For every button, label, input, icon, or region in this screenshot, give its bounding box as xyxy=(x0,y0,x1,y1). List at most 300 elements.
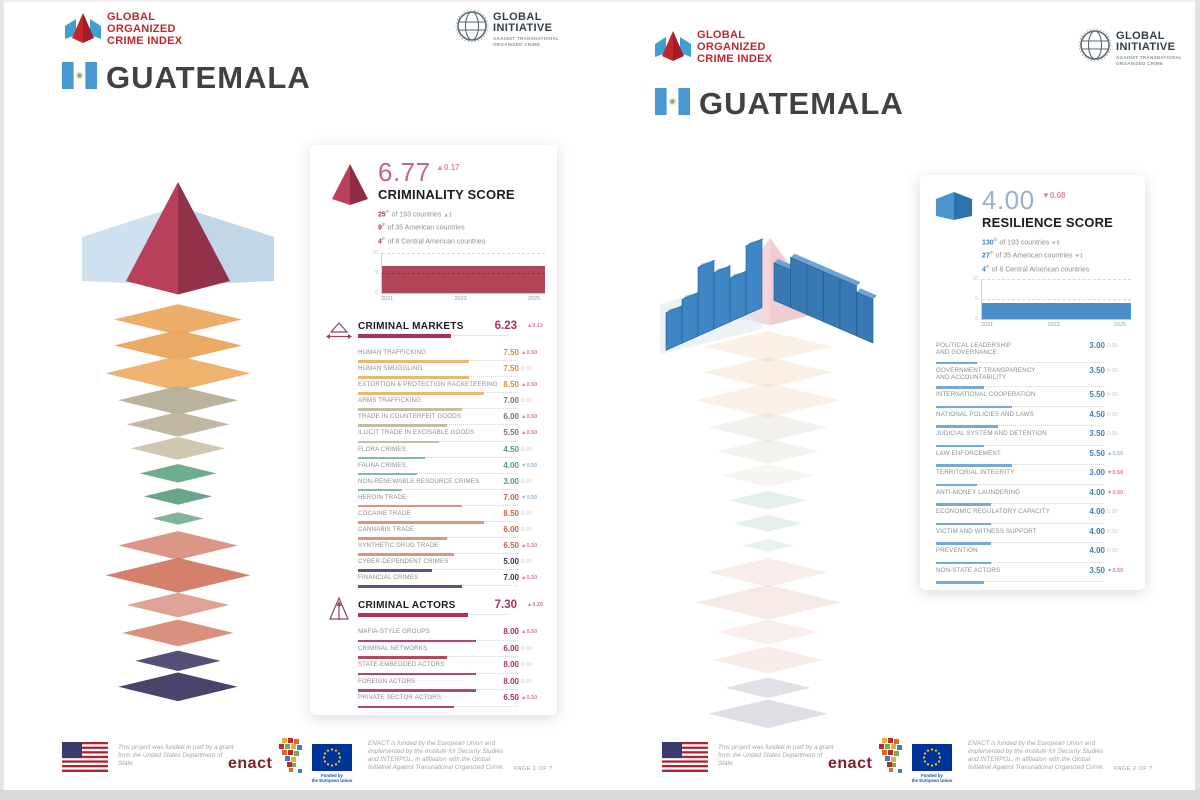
row-label: FINANCIAL CRIMES xyxy=(358,574,419,582)
row-bar xyxy=(936,503,991,506)
rank-line: 130th of 193 countries ▼5 xyxy=(982,237,1060,247)
goci-logo-text xyxy=(107,11,182,47)
faded-market-layer xyxy=(717,620,819,645)
market-layer xyxy=(119,531,238,560)
criminality-row xyxy=(358,348,543,364)
resilience-indicator-list xyxy=(936,341,1129,585)
row-bar xyxy=(936,523,991,526)
criminal-markets-change: ▲0.13 xyxy=(526,323,543,329)
rank-number: 25 xyxy=(378,211,386,219)
rank-change: ▼5 xyxy=(1051,240,1060,247)
rank-suffix: th xyxy=(381,235,386,241)
criminality-score-change: ▲0.17 xyxy=(436,163,460,172)
row-bar xyxy=(936,425,998,428)
chart-area xyxy=(982,303,1131,319)
faded-market-layer xyxy=(709,558,828,587)
resilience-score: 4.00 xyxy=(982,185,1035,215)
row-bar xyxy=(358,505,462,508)
us-flag xyxy=(662,742,708,772)
chart-plot xyxy=(981,279,1131,320)
rank-line: 9th of 35 American countries xyxy=(378,222,465,232)
row-value: 8.00 xyxy=(503,660,519,670)
rank-number: 4 xyxy=(982,265,986,273)
criminality-row xyxy=(358,660,543,677)
row-bar xyxy=(358,521,484,524)
row-change: ▲0.50 xyxy=(1107,450,1124,457)
row-bar xyxy=(358,473,417,476)
eu-flag xyxy=(312,744,352,771)
resilience-row xyxy=(936,366,1129,391)
row-value: 6.50 xyxy=(503,541,519,551)
criminal-actors-value: 7.30 xyxy=(494,599,517,611)
row-value: 8.50 xyxy=(503,508,519,518)
criminality-row xyxy=(358,428,543,444)
row-change: ▲0.50 xyxy=(521,695,538,702)
row-bar xyxy=(936,562,991,565)
row-label: GOVERNMENT TRANSPARENCY AND ACCOUNTABILITY xyxy=(936,366,1036,381)
resilience-bar xyxy=(791,257,808,314)
market-layer xyxy=(106,356,251,391)
row-change: ▲0.50 xyxy=(521,629,538,635)
row-change: 0.00 xyxy=(521,366,532,373)
row-label: ILLICIT TRADE IN EXCISABLE GOODS xyxy=(358,429,475,437)
market-layer xyxy=(131,437,225,459)
row-label: CYBER-DEPENDENT CRIMES xyxy=(358,558,449,566)
row-value: 3.50 xyxy=(1089,365,1105,375)
faded-market-layer xyxy=(709,413,828,442)
chart-gridline xyxy=(982,299,1131,300)
criminality-row xyxy=(358,493,543,509)
resilience-bar xyxy=(666,306,682,351)
country-title: GUATEMALA xyxy=(106,60,311,95)
row-change: ▲0.50 xyxy=(521,382,538,389)
criminal-markets-header xyxy=(324,321,543,347)
row-value: 8.00 xyxy=(503,676,519,686)
row-bar xyxy=(358,457,425,460)
us-funding-text: This project was funded in part by a grant from the United States Department of State xyxy=(118,744,234,767)
market-layer xyxy=(127,593,229,618)
row-change: 0.00 xyxy=(521,559,532,566)
row-label: VICTIM AND WITNESS SUPPORT xyxy=(936,527,1037,535)
row-bar xyxy=(358,569,432,572)
market-layer xyxy=(153,512,204,524)
row-change: ▲0.50 xyxy=(521,430,538,437)
faded-market-layer xyxy=(743,539,794,551)
row-value: 7.00 xyxy=(503,396,519,406)
chart-ytick: 0 xyxy=(975,316,978,322)
resilience-flag-icon xyxy=(934,189,974,223)
chart-ytick: 5 xyxy=(975,296,978,302)
row-change: ▲0.50 xyxy=(521,350,538,356)
row-label: HEROIN TRADE xyxy=(358,493,407,501)
resilience-bar xyxy=(807,265,824,322)
enact-funding-text: ENACT is funded by the European Union and implemented by the Institute for Security Studies and INTERPOL, in affiliation with the Global Initiative Against Transnational Organized Crime. xyxy=(368,740,505,771)
resilience-score-change: ▼0.08 xyxy=(1042,191,1066,200)
row-change: 0.00 xyxy=(521,662,532,669)
chart-xtick: 2025 xyxy=(528,296,541,302)
row-value: 4.00 xyxy=(1089,526,1105,536)
resilience-panel xyxy=(920,175,1145,590)
row-bar xyxy=(358,376,469,379)
row-value: 8.50 xyxy=(503,380,519,390)
criminality-title: CRIMINALITY SCORE xyxy=(378,187,515,202)
eu-funded-label xyxy=(906,773,958,783)
gi-logo-text xyxy=(1116,31,1182,66)
row-label: INTERNATIONAL COOPERATION xyxy=(936,391,1036,398)
row-value: 3.00 xyxy=(1089,468,1105,477)
faded-market-layer xyxy=(717,439,819,464)
criminality-row xyxy=(358,573,543,589)
row-change: ▼0.50 xyxy=(1107,470,1124,476)
goci-logo-icon xyxy=(64,10,102,50)
gi-logo-globe-icon xyxy=(455,9,489,43)
row-value: 3.50 xyxy=(1089,565,1105,575)
gi-sub1: AGAINST TRANSNATIONAL xyxy=(1116,55,1183,60)
market-layer xyxy=(127,412,229,437)
resilience-row xyxy=(936,341,1129,366)
criminality-row xyxy=(358,364,543,380)
market-layer xyxy=(106,558,251,593)
resilience-title: RESILIENCE SCORE xyxy=(982,215,1114,230)
row-label: EXTORTION & PROTECTION RACKETEERING xyxy=(358,381,498,389)
row-value: 4.00 xyxy=(1089,507,1105,516)
market-layer xyxy=(144,488,212,504)
eu-funded-line2: the European Union xyxy=(911,778,953,783)
market-layer xyxy=(136,651,221,671)
row-value: 6.00 xyxy=(503,412,519,422)
rank-number: 27 xyxy=(982,252,990,260)
row-bar xyxy=(358,689,476,692)
faded-market-layer xyxy=(726,678,811,698)
row-value: 6.00 xyxy=(503,643,519,653)
eu-funded-line1: Funded by xyxy=(921,773,943,778)
goci-line1: GLOBAL xyxy=(697,29,746,41)
criminal-markets-bar xyxy=(358,334,451,338)
row-bar xyxy=(936,445,984,448)
criminal-markets-value: 6.23 xyxy=(494,320,517,332)
rank-suffix: th xyxy=(385,209,390,214)
guatemala-flag xyxy=(655,88,690,115)
criminality-row xyxy=(358,644,543,661)
resilience-bar xyxy=(714,266,730,329)
criminality-pyramid-icon xyxy=(328,161,372,207)
row-bar xyxy=(358,489,402,492)
goci-line2: ORGANIZED xyxy=(107,23,176,35)
page-number: PAGE 2 OF 7 xyxy=(1114,766,1153,772)
chart-gridline xyxy=(382,273,545,274)
gi-line2: INITIATIVE xyxy=(493,22,553,34)
row-bar xyxy=(358,706,454,709)
row-change: 0.00 xyxy=(1107,509,1118,515)
eu-flag xyxy=(912,744,952,771)
goci-line3: CRIME INDEX xyxy=(107,35,183,47)
resilience-row xyxy=(936,527,1129,547)
resilience-bar xyxy=(746,239,762,315)
criminal-markets-title: CRIMINAL MARKETS xyxy=(358,321,464,332)
row-label: TRADE IN COUNTERFEIT GOODS xyxy=(358,413,462,421)
resilience-row xyxy=(936,449,1129,469)
rank-number: 9 xyxy=(378,224,382,232)
row-change: 0.00 xyxy=(1107,392,1118,398)
enact-logo-text: enact xyxy=(828,755,873,772)
rank-suffix: th xyxy=(985,263,990,269)
market-layer xyxy=(119,386,238,415)
row-value: 8.00 xyxy=(503,627,519,636)
page-number: PAGE 1 OF 7 xyxy=(514,766,553,772)
row-bar xyxy=(936,406,1012,409)
criminality-score: 6.77 xyxy=(378,157,431,187)
row-value: 3.00 xyxy=(503,476,519,486)
goci-logo-text xyxy=(697,29,772,65)
row-label: ECONOMIC REGULATORY CAPACITY xyxy=(936,508,1050,515)
row-change: 0.00 xyxy=(1107,548,1118,554)
resilience-bar xyxy=(682,292,698,343)
market-layer xyxy=(140,464,217,482)
faded-market-layer xyxy=(730,491,807,509)
goci-logo-icon xyxy=(654,28,692,68)
row-change: 0.00 xyxy=(1107,528,1118,535)
criminality-row xyxy=(358,477,543,493)
row-value: 7.50 xyxy=(503,348,519,357)
row-label: FAUNA CRIMES xyxy=(358,461,406,469)
rank-change: ▲1 xyxy=(443,212,452,219)
resilience-row xyxy=(936,507,1129,527)
resilience-row xyxy=(936,429,1129,449)
criminal-actors-header xyxy=(324,600,543,626)
goci-line1: GLOBAL xyxy=(107,11,156,23)
row-change: ▲0.50 xyxy=(521,543,538,550)
row-change: 0.00 xyxy=(521,527,532,534)
criminality-row xyxy=(358,461,543,477)
faded-market-layer xyxy=(709,699,828,728)
chart-ytick: 10 xyxy=(372,250,378,256)
row-label: SYNTHETIC DRUG TRADE xyxy=(358,542,439,550)
chart-xtick: 2023 xyxy=(1047,322,1060,328)
faded-market-layer xyxy=(721,464,815,486)
criminality-row xyxy=(358,557,543,573)
resilience-row xyxy=(936,410,1129,430)
criminal-actors-list xyxy=(358,627,543,710)
criminality-row xyxy=(358,525,543,541)
row-label: JUDICIAL SYSTEM AND DETENTION xyxy=(936,430,1047,437)
row-value: 5.50 xyxy=(1089,448,1105,458)
row-label: ARMS TRAFFICKING xyxy=(358,397,422,405)
row-label: POLITICAL LEADERSHIP AND GOVERNANCE xyxy=(936,342,1012,356)
row-bar xyxy=(358,585,462,588)
resilience-row xyxy=(936,390,1129,410)
criminality-ranks xyxy=(378,207,485,247)
resilience-bar xyxy=(698,260,714,336)
criminal-markets-icon xyxy=(326,321,352,341)
chart-ytick: 0 xyxy=(375,290,378,296)
row-change: 0.00 xyxy=(521,510,532,517)
row-bar xyxy=(358,424,447,427)
resilience-ranks xyxy=(982,235,1089,275)
market-layer xyxy=(123,620,234,647)
row-label: PRIVATE SECTOR ACTORS xyxy=(358,694,442,702)
row-label: CRIMINAL NETWORKS xyxy=(358,644,428,652)
row-bar xyxy=(936,542,991,545)
row-label: MAFIA-STYLE GROUPS xyxy=(358,628,430,635)
page-resilience xyxy=(600,0,1200,800)
gi-sub2: ORGANIZED CRIME xyxy=(493,41,541,47)
resilience-bar xyxy=(840,279,857,336)
enact-africa-logo xyxy=(874,736,908,780)
row-label: COCAINE TRADE xyxy=(358,509,411,517)
faded-market-layer xyxy=(734,515,802,531)
resilience-row xyxy=(936,488,1129,508)
row-value: 5.50 xyxy=(1089,390,1105,399)
row-label: CANNABIS TRADE xyxy=(358,526,415,534)
chart-xtick: 2021 xyxy=(981,322,994,328)
row-value: 3.00 xyxy=(1089,341,1105,350)
row-label: NATIONAL POLICIES AND LAWS xyxy=(936,410,1034,418)
enact-logo-text: enact xyxy=(228,755,273,772)
row-change: 0.00 xyxy=(1107,411,1118,418)
row-label: ANTI-MONEY LAUNDERING xyxy=(936,488,1021,496)
row-bar xyxy=(936,484,977,487)
row-bar xyxy=(936,581,984,584)
chart-xtick: 2023 xyxy=(454,296,467,302)
faded-market-layer xyxy=(696,383,841,418)
row-value: 7.00 xyxy=(503,573,519,583)
rank-line: 4th of 8 Central American countries xyxy=(378,235,486,245)
resilience-bar xyxy=(730,271,746,322)
criminal-actors-bar xyxy=(358,613,468,617)
criminality-row xyxy=(358,509,543,525)
gi-logo-text xyxy=(493,12,559,47)
row-value: 7.00 xyxy=(503,492,519,502)
chart-ytick: 10 xyxy=(972,276,978,282)
chart-gridline xyxy=(982,279,1131,280)
eu-funded-line2: the European Union xyxy=(311,778,353,783)
chart-gridline xyxy=(382,253,545,254)
row-bar xyxy=(358,360,469,363)
row-bar xyxy=(358,392,484,395)
row-change: 0.00 xyxy=(521,478,532,485)
row-change: 0.00 xyxy=(521,446,532,453)
chart-xtick: 2021 xyxy=(381,296,394,302)
row-change: ▼0.50 xyxy=(521,494,538,501)
row-change: 0.00 xyxy=(521,678,532,685)
row-value: 5.00 xyxy=(503,557,519,567)
row-value: 4.00 xyxy=(1089,546,1105,555)
criminality-trend-chart xyxy=(368,250,544,305)
row-label: LAW ENFORCEMENT xyxy=(936,449,1001,457)
criminality-row xyxy=(358,677,543,694)
criminality-panel xyxy=(310,145,557,715)
us-funding-text: This project was funded in part by a grant from the United States Department of State xyxy=(718,744,834,767)
rank-number: 130 xyxy=(982,239,994,247)
chart-plot xyxy=(381,253,545,294)
row-bar xyxy=(936,386,984,389)
row-label: PREVENTION xyxy=(936,547,978,554)
row-value: 4.50 xyxy=(1089,409,1105,419)
rank-line: 27th of 35 American countries ▼1 xyxy=(982,250,1084,260)
criminal-actors-change: ▲0.20 xyxy=(526,602,543,608)
resilience-trend-chart xyxy=(968,276,1130,331)
row-label: NON-STATE ACTORS xyxy=(936,566,1001,574)
row-bar xyxy=(358,656,447,659)
faded-market-layer xyxy=(713,647,824,674)
gi-line1: GLOBAL xyxy=(493,11,542,23)
row-bar xyxy=(358,441,439,444)
criminality-row xyxy=(358,445,543,461)
row-value: 6.50 xyxy=(503,693,519,703)
criminality-row xyxy=(358,541,543,557)
criminality-row xyxy=(358,693,543,710)
gi-logo-globe-icon xyxy=(1078,28,1112,62)
row-label: HUMAN TRAFFICKING xyxy=(358,349,427,356)
row-label: STATE-EMBEDDED ACTORS xyxy=(358,661,445,669)
row-value: 4.50 xyxy=(503,444,519,454)
rank-change: ▼1 xyxy=(1074,253,1084,260)
resilience-bars-graphic xyxy=(650,185,900,733)
enact-africa-logo xyxy=(274,736,308,780)
chart-xtick: 2025 xyxy=(1114,322,1127,328)
criminal-markets-list xyxy=(358,348,543,589)
resilience-row xyxy=(936,546,1129,566)
country-title: GUATEMALA xyxy=(699,86,904,121)
row-value: 3.50 xyxy=(1089,429,1105,438)
row-change: 0.00 xyxy=(1107,431,1118,437)
criminality-row xyxy=(358,396,543,412)
row-change: 0.00 xyxy=(1107,343,1118,349)
criminal-actors-icon xyxy=(328,596,350,622)
row-change: 0.00 xyxy=(1107,367,1118,374)
rank-suffix: th xyxy=(381,222,386,228)
rank-suffix: th xyxy=(993,237,998,242)
row-label: TERRITORIAL INTEGRITY xyxy=(936,469,1015,476)
row-label: NON-RENEWABLE RESOURCE CRIMES xyxy=(358,477,480,485)
gi-sub2: ORGANIZED CRIME xyxy=(1116,60,1164,66)
row-bar xyxy=(936,362,977,365)
row-change: ▼0.50 xyxy=(1107,567,1124,574)
row-value: 4.00 xyxy=(503,460,519,470)
market-layer xyxy=(119,672,238,701)
row-value: 4.00 xyxy=(1089,487,1105,497)
chart-area xyxy=(382,266,545,293)
faded-market-layer xyxy=(696,585,841,620)
row-bar xyxy=(936,464,1012,467)
resilience-row xyxy=(936,566,1129,586)
resilience-bar xyxy=(824,272,841,329)
row-label: HUMAN SMUGGLING xyxy=(358,365,423,373)
row-bar xyxy=(358,537,447,540)
row-value: 6.00 xyxy=(503,525,519,535)
row-label: FLORA CRIMES xyxy=(358,445,406,453)
gi-line1: GLOBAL xyxy=(1116,30,1165,42)
row-change: ▼0.50 xyxy=(1107,489,1124,496)
row-change: ▲0.50 xyxy=(521,575,538,582)
gi-sub1: AGAINST TRANSNATIONAL xyxy=(493,36,560,41)
row-change: ▼0.50 xyxy=(521,462,538,469)
goci-line3: CRIME INDEX xyxy=(697,53,773,65)
row-bar xyxy=(358,408,462,411)
criminality-row xyxy=(358,627,543,644)
criminality-pyramid-graphic xyxy=(60,158,310,706)
criminal-actors-title: CRIMINAL ACTORS xyxy=(358,600,456,611)
goci-line2: ORGANIZED xyxy=(697,41,766,53)
row-change: ▲0.50 xyxy=(521,414,538,421)
eu-funded-label xyxy=(306,773,358,783)
resilience-bar xyxy=(774,263,791,308)
row-bar xyxy=(358,673,476,676)
eu-funded-line1: Funded by xyxy=(321,773,343,778)
resilience-row xyxy=(936,468,1129,488)
rank-number: 4 xyxy=(378,237,382,245)
resilience-bar xyxy=(857,292,874,343)
